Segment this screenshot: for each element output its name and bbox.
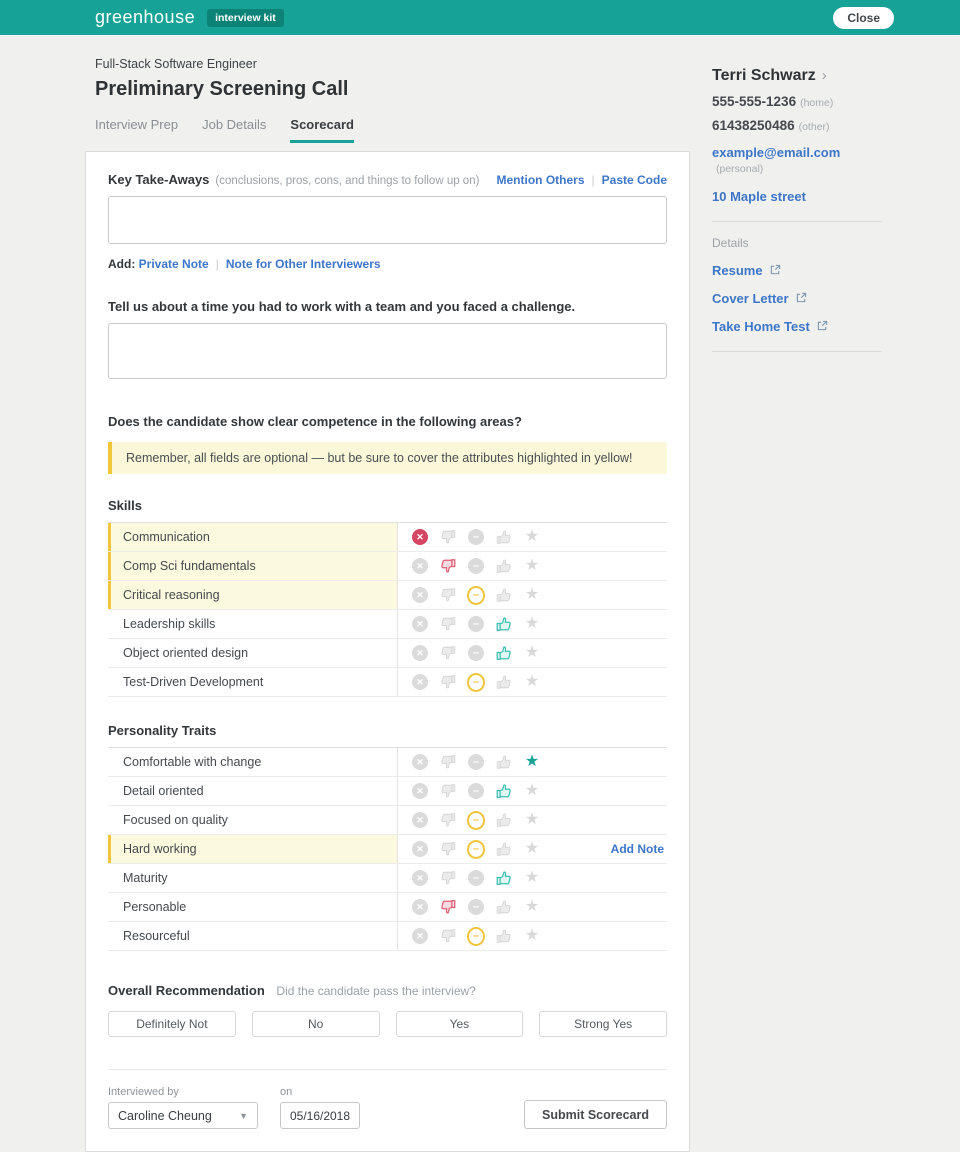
no-icon[interactable] [439, 840, 457, 858]
definitely-not-icon[interactable] [411, 782, 429, 800]
definitely-not-icon[interactable] [411, 557, 429, 575]
trait-ratings [397, 777, 667, 805]
overall-recommendation-hint: Did the candidate pass the interview? [276, 984, 476, 998]
key-takeaways-hint: (conclusions, pros, cons, and things to follow up on) [215, 175, 480, 187]
document-links [712, 263, 882, 334]
no-icon[interactable] [439, 811, 457, 829]
no-icon[interactable] [439, 615, 457, 633]
trait-ratings [397, 806, 667, 834]
definitely-not-icon[interactable] [411, 840, 429, 858]
mixed-icon[interactable] [467, 811, 485, 829]
key-takeaways-actions [497, 173, 668, 187]
phone-number: 61438250486 [712, 118, 795, 133]
rating-section [108, 498, 667, 697]
section-rows [108, 748, 667, 951]
strong-yes-icon[interactable] [523, 528, 541, 546]
document-link-text[interactable]: Cover Letter [712, 291, 789, 306]
mixed-icon[interactable] [467, 586, 485, 604]
tab-interview-prep[interactable]: Interview Prep [95, 117, 179, 132]
trait-label: Test-Driven Development [123, 675, 264, 689]
yes-icon[interactable] [495, 557, 513, 575]
top-bar [0, 0, 960, 35]
mixed-icon[interactable] [467, 615, 485, 633]
private-note-link[interactable]: Private Note [138, 257, 209, 271]
strong-yes-icon[interactable] [523, 782, 541, 800]
no-icon[interactable] [439, 673, 457, 691]
yes-icon[interactable] [495, 869, 513, 887]
email-type-label: (personal) [716, 163, 764, 175]
definitely-not-icon[interactable] [411, 753, 429, 771]
phone-row [712, 94, 882, 109]
phone-list [712, 94, 882, 133]
overall-recommendation-label: Overall Recommendation [108, 983, 265, 998]
mixed-icon[interactable] [467, 927, 485, 945]
definitely-not-icon[interactable] [411, 898, 429, 916]
candidate-address-link[interactable]: 10 Maple street [712, 189, 806, 204]
key-takeaways-header [108, 172, 667, 187]
divider [585, 173, 602, 187]
add-label: Add: [108, 257, 136, 271]
yes-icon[interactable] [495, 673, 513, 691]
no-icon[interactable] [439, 782, 457, 800]
reminder-banner: Remember, all fields are optional — but be sure to cover the attributes highlighted in yellow! [108, 442, 667, 474]
note-for-other-interviewers-link[interactable]: Note for Other Interviewers [225, 257, 381, 271]
yes-icon[interactable] [495, 528, 513, 546]
trait-label: Object oriented design [123, 646, 249, 660]
trait-label: Detail oriented [123, 784, 204, 798]
no-icon[interactable] [439, 753, 457, 771]
no-icon[interactable] [439, 528, 457, 546]
details-heading: Details [712, 236, 749, 250]
mixed-icon[interactable] [467, 673, 485, 691]
trait-label: Maturity [123, 871, 168, 885]
title-block [95, 57, 690, 143]
job-title: Full-Stack Software Engineer [95, 57, 257, 71]
mixed-icon[interactable] [467, 753, 485, 771]
divider [209, 257, 226, 271]
no-icon[interactable] [439, 557, 457, 575]
strong-yes-icon[interactable] [523, 869, 541, 887]
tab-job-details[interactable]: Job Details [202, 117, 267, 132]
definitely-not-icon[interactable] [411, 615, 429, 633]
phone-type-label: (home) [800, 97, 834, 109]
no-icon[interactable] [439, 869, 457, 887]
trait-label: Personable [123, 900, 187, 914]
definitely-not-icon[interactable] [411, 927, 429, 945]
trait-row [108, 639, 667, 668]
recommendation-strong-yes-button[interactable]: Strong Yes [539, 1011, 667, 1037]
strong-yes-icon[interactable] [523, 753, 541, 771]
key-takeaways-input[interactable] [108, 196, 667, 244]
rating-section [108, 723, 667, 951]
close-button[interactable]: Close [833, 7, 894, 29]
strong-yes-icon[interactable] [523, 586, 541, 604]
trait-ratings [397, 668, 667, 696]
trait-label: Critical reasoning [108, 581, 397, 609]
trait-row [108, 610, 667, 639]
document-link-text[interactable]: Take Home Test [712, 319, 810, 334]
scorecard-panel [85, 151, 690, 1152]
candidate-name-text: Terri Schwarz [712, 67, 816, 84]
recommendation-no-button[interactable]: No [252, 1011, 380, 1037]
yes-icon[interactable] [495, 753, 513, 771]
trait-ratings [397, 581, 667, 609]
trait-ratings [397, 864, 667, 892]
greenhouse-logo: greenhouse [95, 7, 196, 27]
rating-sections [108, 498, 667, 951]
interview-date-input[interactable] [280, 1102, 360, 1129]
no-icon[interactable] [439, 644, 457, 662]
interview-question-block [108, 299, 667, 384]
trait-label: Focused on quality [123, 813, 228, 827]
sidebar-divider [712, 351, 882, 352]
definitely-not-icon[interactable] [411, 811, 429, 829]
yes-icon[interactable] [495, 898, 513, 916]
yes-icon[interactable] [495, 615, 513, 633]
key-takeaways-label: Key Take-Aways [108, 172, 210, 187]
trait-row [108, 523, 667, 552]
chevron-right-icon: › [821, 67, 827, 84]
strong-yes-icon[interactable] [523, 557, 541, 575]
mixed-icon[interactable] [467, 869, 485, 887]
no-icon[interactable] [439, 898, 457, 916]
no-icon[interactable] [439, 586, 457, 604]
strong-yes-icon[interactable] [523, 615, 541, 633]
strong-yes-icon[interactable] [523, 673, 541, 691]
trait-row [108, 864, 667, 893]
phone-number: 555-555-1236 [712, 94, 797, 109]
trait-ratings [397, 835, 667, 863]
phone-type-label: (other) [798, 121, 830, 133]
yes-icon[interactable] [495, 782, 513, 800]
yes-icon[interactable] [495, 927, 513, 945]
date-label: on [280, 1086, 293, 1098]
interview-kit-badge: interview kit [207, 9, 284, 27]
main-column [85, 57, 690, 1152]
trait-ratings [397, 922, 667, 950]
candidate-name[interactable] [712, 67, 882, 85]
interviewer-select[interactable] [108, 1102, 258, 1129]
document-link-text[interactable]: Resume [712, 263, 763, 278]
overall-recommendation-header [108, 983, 667, 998]
trait-ratings [397, 893, 667, 921]
scorecard-footer [108, 1069, 667, 1129]
interview-question-input[interactable] [108, 323, 667, 379]
interview-question-label: Tell us about a time you had to work with a team and you faced a challenge. [108, 299, 576, 314]
trait-ratings [397, 639, 667, 667]
add-note-row [108, 257, 667, 271]
trait-row [108, 835, 667, 864]
mixed-icon[interactable] [467, 840, 485, 858]
recommendation-buttons [108, 1011, 667, 1037]
trait-label: Communication [108, 523, 397, 551]
interviewed-by-group [108, 1086, 258, 1129]
mixed-icon[interactable] [467, 528, 485, 546]
page-title: Preliminary Screening Call [95, 78, 349, 100]
external-link-icon [789, 291, 807, 306]
strong-yes-icon[interactable] [523, 898, 541, 916]
yes-icon[interactable] [495, 644, 513, 662]
strong-yes-icon[interactable] [523, 644, 541, 662]
trait-row [108, 552, 667, 581]
external-link-icon [763, 263, 781, 278]
definitely-not-icon[interactable] [411, 673, 429, 691]
interviewer-selected-value: Caroline Cheung [118, 1108, 212, 1123]
overall-recommendation [108, 983, 667, 1037]
yes-icon[interactable] [495, 586, 513, 604]
trait-row [108, 777, 667, 806]
mixed-icon[interactable] [467, 557, 485, 575]
strong-yes-icon[interactable] [523, 840, 541, 858]
trait-ratings [397, 610, 667, 638]
recommendation-definitely-not-button[interactable]: Definitely Not [108, 1011, 236, 1037]
external-link-icon [810, 319, 828, 334]
trait-label: Hard working [108, 835, 397, 863]
page-content [0, 35, 960, 1152]
trait-row [108, 668, 667, 697]
candidate-sidebar [712, 57, 882, 1152]
section-rows [108, 523, 667, 697]
cover-letter-link[interactable] [712, 291, 882, 306]
address-row [712, 189, 882, 204]
trait-label: Comfortable with change [123, 755, 262, 769]
trait-label: Leadership skills [123, 617, 216, 631]
submit-scorecard-button[interactable]: Submit Scorecard [524, 1100, 667, 1129]
tab-scorecard[interactable]: Scorecard [290, 117, 354, 143]
trait-label: Resourceful [123, 929, 190, 943]
trait-row [108, 893, 667, 922]
trait-ratings [397, 523, 667, 551]
trait-row [108, 922, 667, 951]
take-home-test-link[interactable] [712, 319, 882, 334]
date-group [280, 1086, 360, 1129]
paste-code-link[interactable]: Paste Code [601, 173, 667, 187]
mixed-icon[interactable] [467, 898, 485, 916]
recommendation-yes-button[interactable]: Yes [396, 1011, 524, 1037]
section-title: Skills [108, 498, 667, 523]
tab-bar [95, 117, 690, 143]
trait-row [108, 748, 667, 777]
trait-row [108, 806, 667, 835]
email-row [712, 145, 882, 175]
mixed-icon[interactable] [467, 644, 485, 662]
candidate-email-link[interactable]: example@email.com [712, 145, 841, 160]
definitely-not-icon[interactable] [411, 586, 429, 604]
sidebar-divider [712, 221, 882, 222]
no-icon[interactable] [439, 927, 457, 945]
definitely-not-icon[interactable] [411, 869, 429, 887]
section-title: Personality Traits [108, 723, 667, 748]
trait-row [108, 581, 667, 610]
trait-ratings [397, 748, 667, 776]
definitely-not-icon[interactable] [411, 528, 429, 546]
phone-row [712, 118, 882, 133]
strong-yes-icon[interactable] [523, 927, 541, 945]
yes-icon[interactable] [495, 811, 513, 829]
trait-label: Comp Sci fundamentals [108, 552, 397, 580]
resume-link[interactable] [712, 263, 882, 278]
add-note-link[interactable]: Add Note [610, 842, 664, 856]
mention-others-link[interactable]: Mention Others [496, 173, 585, 187]
chevron-down-icon: ▼ [239, 1110, 248, 1121]
trait-ratings [397, 552, 667, 580]
yes-icon[interactable] [495, 840, 513, 858]
strong-yes-icon[interactable] [523, 811, 541, 829]
mixed-icon[interactable] [467, 782, 485, 800]
competence-question: Does the candidate show clear competence in the following areas? [108, 414, 522, 429]
definitely-not-icon[interactable] [411, 644, 429, 662]
interviewed-by-label: Interviewed by [108, 1086, 179, 1098]
